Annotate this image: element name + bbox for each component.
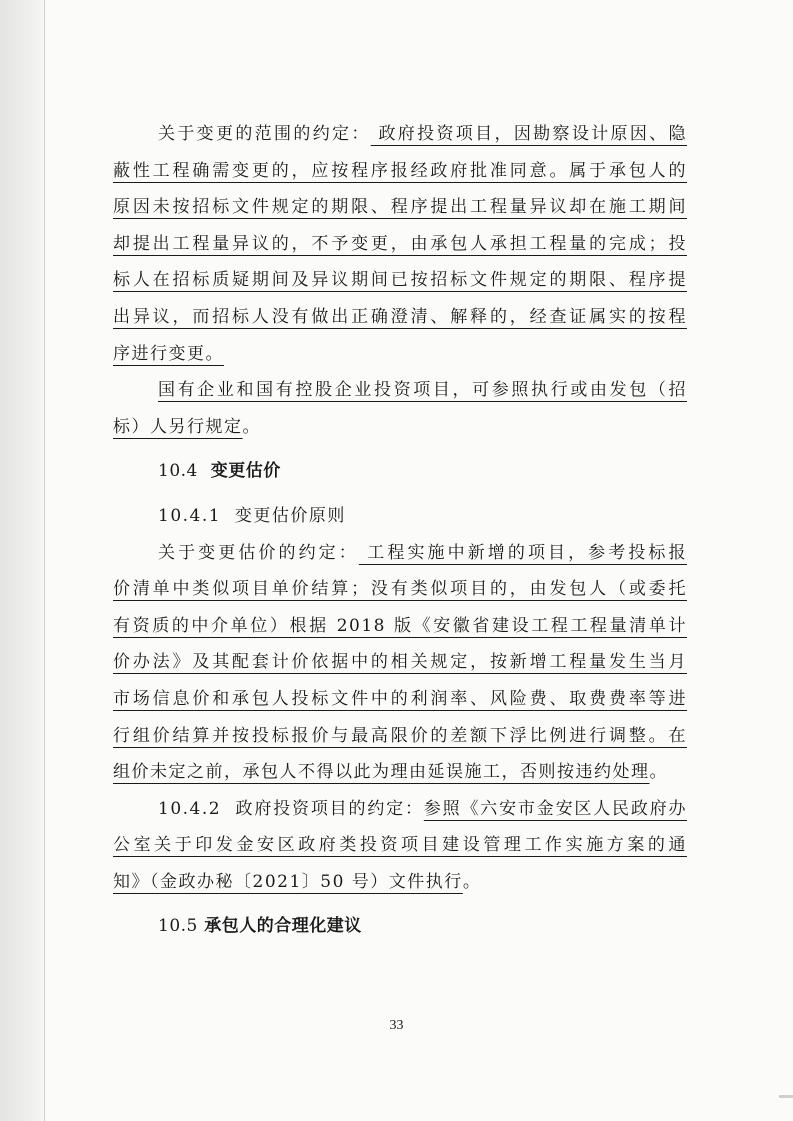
scope-line-2: 蔽性工程确需变更的，应按程序报经政府批准同意。属于承包人的	[113, 160, 687, 181]
page-number: 33	[389, 1018, 404, 1033]
scan-speck	[779, 1095, 793, 1098]
document-body	[113, 116, 687, 945]
valuation-line-3: 有资质的中介单位）根据 2018 版《安徽省建设工程工程量清单计	[113, 615, 687, 636]
gov-investment-line-1: 10.4.2 政府投资项目的约定：参照《六安市金安区人民政府办	[158, 798, 688, 819]
gov-investment-line-3: 知》（金政办秘〔2021〕50 号）文件执行。	[113, 871, 482, 892]
soe-line-2: 标）人另行规定。	[113, 416, 261, 437]
gov-investment-line-2: 公室关于印发金安区政府类投资项目建设管理工作实施方案的通	[113, 835, 687, 856]
scope-line-5: 标人在招标质疑期间及异议期间已按招标文件规定的期限、程序提	[113, 270, 687, 291]
scope-line-3: 原因未按招标文件规定的期限、程序提出工程量异议却在施工期间	[113, 197, 687, 218]
section-10-4-heading: 10.4 变更估价	[158, 461, 281, 482]
valuation-line-6: 行组价结算并按投标报价与最高限价的差额下浮比例进行调整。在	[113, 725, 687, 746]
valuation-line-5: 市场信息价和承包人投标文件中的利润率、风险费、取费费率等进	[113, 688, 687, 709]
scope-line-6: 出异议，而招标人没有做出正确澄清、解释的，经查证属实的按程	[113, 306, 687, 327]
scope-line-4: 却提出工程量异议的，不予变更，由承包人承担工程量的完成；投	[113, 233, 687, 254]
valuation-line-4: 价办法》及其配套计价依据中的相关规定，按新增工程量发生当月	[113, 652, 687, 673]
scope-line-1: 关于变更的范围的约定： 政府投资项目，因勘察设计原因、隐	[158, 124, 688, 144]
scan-binding-edge	[0, 0, 46, 1121]
scope-line-7: 序进行变更。	[113, 343, 224, 364]
scan-edge-line	[44, 0, 45, 1121]
valuation-line-7: 组价未定之前，承包人不得以此为理由延误施工，否则按违约处理。	[113, 762, 668, 783]
valuation-line-1: 关于变更估价的约定： 工程实施中新增的项目，参考投标报	[158, 542, 688, 563]
valuation-line-2: 价清单中类似项目单价结算；没有类似项目的，由发包人（或委托	[113, 579, 687, 600]
section-10-5-heading: 10.5 承包人的合理化建议	[158, 916, 362, 937]
section-10-4-1-heading: 10.4.1 变更估价原则	[158, 505, 346, 526]
soe-line-1: 国有企业和国有控股企业投资项目，可参照执行或由发包（招	[158, 380, 687, 401]
